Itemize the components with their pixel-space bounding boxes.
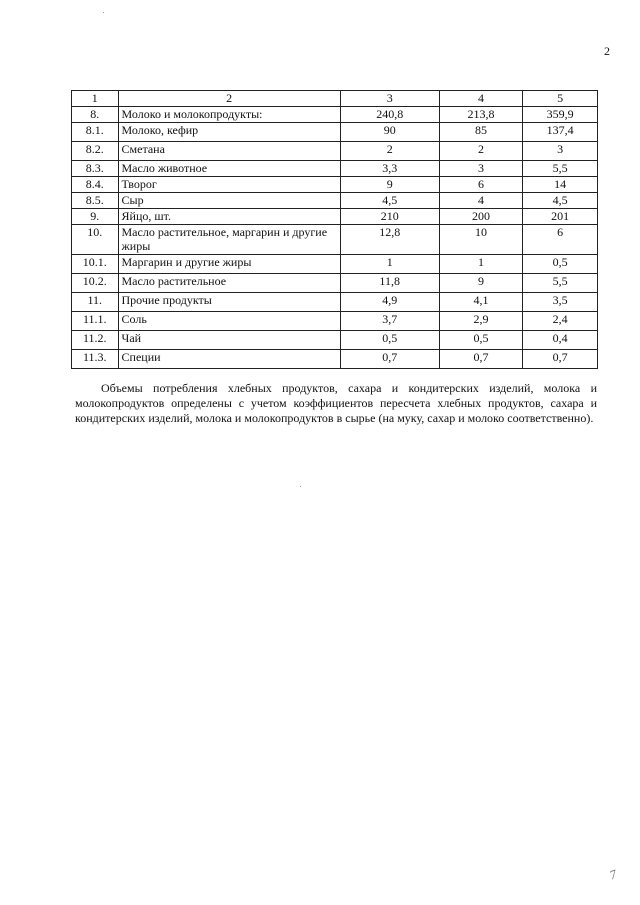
row-name: Творог <box>118 177 340 193</box>
row-value-col5: 137,4 <box>523 123 598 142</box>
row-value-col4: 85 <box>439 123 522 142</box>
table-row <box>72 177 598 193</box>
row-name: Чай <box>118 331 340 350</box>
row-number: 9. <box>72 209 119 225</box>
consumption-table <box>71 90 598 369</box>
row-value-col3: 11,8 <box>340 274 439 293</box>
row-value-col3: 210 <box>340 209 439 225</box>
row-value-col4: 2 <box>439 142 522 161</box>
handwritten-page-mark: 7 <box>607 866 619 883</box>
row-value-col5: 359,9 <box>523 107 598 123</box>
row-number: 8. <box>72 107 119 123</box>
table-row <box>72 209 598 225</box>
row-value-col4: 2,9 <box>439 312 522 331</box>
row-value-col5: 3 <box>523 142 598 161</box>
row-name: Прочие продукты <box>118 293 340 312</box>
row-value-col5: 5,5 <box>523 274 598 293</box>
row-number: 8.2. <box>72 142 119 161</box>
row-value-col5: 5,5 <box>523 161 598 177</box>
row-name: Молоко и молокопродукты: <box>118 107 340 123</box>
row-value-col4: 200 <box>439 209 522 225</box>
header-cell: 4 <box>439 91 522 107</box>
row-number: 8.4. <box>72 177 119 193</box>
table-row <box>72 274 598 293</box>
header-cell: 5 <box>523 91 598 107</box>
row-value-col4: 4,1 <box>439 293 522 312</box>
row-value-col3: 2 <box>340 142 439 161</box>
row-value-col4: 9 <box>439 274 522 293</box>
row-value-col3: 12,8 <box>340 225 439 255</box>
row-value-col3: 9 <box>340 177 439 193</box>
row-value-col5: 14 <box>523 177 598 193</box>
row-value-col4: 3 <box>439 161 522 177</box>
row-number: 8.1. <box>72 123 119 142</box>
row-name: Масло растительное, маргарин и другие жиры <box>118 225 340 255</box>
stray-dot-middle <box>300 486 301 487</box>
row-number: 11.2. <box>72 331 119 350</box>
table-row <box>72 107 598 123</box>
row-value-col5: 6 <box>523 225 598 255</box>
row-number: 11.3. <box>72 350 119 369</box>
row-name: Соль <box>118 312 340 331</box>
row-name: Масло растительное <box>118 274 340 293</box>
row-number: 10.2. <box>72 274 119 293</box>
table-row <box>72 225 598 255</box>
row-value-col3: 0,7 <box>340 350 439 369</box>
row-value-col4: 0,5 <box>439 331 522 350</box>
row-value-col5: 0,5 <box>523 255 598 274</box>
row-number: 11. <box>72 293 119 312</box>
row-value-col4: 1 <box>439 255 522 274</box>
page-number: 2 <box>604 44 610 58</box>
table-row <box>72 161 598 177</box>
row-value-col3: 0,5 <box>340 331 439 350</box>
row-value-col4: 6 <box>439 177 522 193</box>
row-value-col3: 90 <box>340 123 439 142</box>
row-name: Яйцо, шт. <box>118 209 340 225</box>
row-number: 11.1. <box>72 312 119 331</box>
row-value-col5: 3,5 <box>523 293 598 312</box>
row-name: Молоко, кефир <box>118 123 340 142</box>
header-cell: 3 <box>340 91 439 107</box>
header-cell: 2 <box>118 91 340 107</box>
row-number: 10.1. <box>72 255 119 274</box>
row-number: 8.3. <box>72 161 119 177</box>
table-row <box>72 350 598 369</box>
row-value-col3: 3,3 <box>340 161 439 177</box>
row-value-col5: 201 <box>523 209 598 225</box>
table-row <box>72 123 598 142</box>
row-number: 10. <box>72 225 119 255</box>
table-row <box>72 142 598 161</box>
stray-dot-top <box>103 12 104 13</box>
table-row <box>72 255 598 274</box>
row-value-col5: 0,7 <box>523 350 598 369</box>
row-value-col4: 10 <box>439 225 522 255</box>
row-value-col3: 240,8 <box>340 107 439 123</box>
row-value-col5: 4,5 <box>523 193 598 209</box>
row-name: Сметана <box>118 142 340 161</box>
row-number: 8.5. <box>72 193 119 209</box>
row-value-col3: 4,5 <box>340 193 439 209</box>
row-value-col3: 3,7 <box>340 312 439 331</box>
table-header-row <box>72 91 598 107</box>
row-value-col3: 1 <box>340 255 439 274</box>
row-name: Сыр <box>118 193 340 209</box>
table-row <box>72 312 598 331</box>
row-name: Маргарин и другие жиры <box>118 255 340 274</box>
row-value-col3: 4,9 <box>340 293 439 312</box>
row-value-col4: 213,8 <box>439 107 522 123</box>
table-row <box>72 293 598 312</box>
table-row <box>72 193 598 209</box>
body-paragraph: Объемы потребления хлебных продуктов, сахара и кондитерских изделий, молока и молокопродуктов определены с учетом коэффициентов пересчета хлебных продуктов, сахара и кондитерских изделий, молока и молокопродуктов в сырье (на муку, сахар и молоко соответственно). <box>75 381 597 425</box>
header-cell: 1 <box>72 91 119 107</box>
table-row <box>72 331 598 350</box>
row-value-col4: 0,7 <box>439 350 522 369</box>
row-name: Специи <box>118 350 340 369</box>
row-value-col5: 2,4 <box>523 312 598 331</box>
row-value-col4: 4 <box>439 193 522 209</box>
row-value-col5: 0,4 <box>523 331 598 350</box>
row-name: Масло животное <box>118 161 340 177</box>
